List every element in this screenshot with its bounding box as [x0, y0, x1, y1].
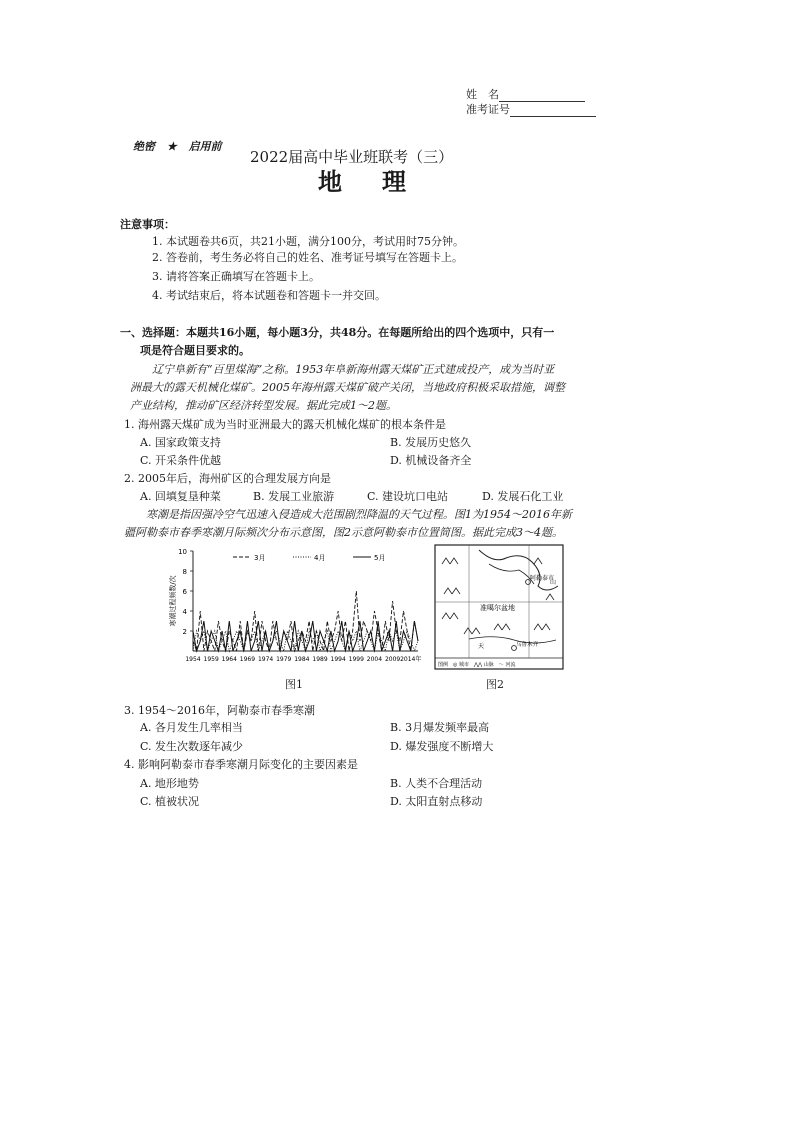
y-tick-label: 10: [178, 548, 187, 556]
section-heading-cont: 项是符合题目要求的。: [140, 344, 250, 357]
option-b: B. 人类不合理活动: [390, 777, 483, 790]
name-label: 姓 名: [466, 88, 499, 101]
y-tick-label: 4: [182, 608, 187, 616]
option-a: A. 回填复垦种菜: [140, 490, 221, 503]
exam-number-blank: [510, 106, 596, 117]
question-stem: 1. 海州露天煤矿成为当时亚洲最大的露天机械化煤矿的根本条件是: [124, 418, 446, 431]
question-stem: 3. 1954～2016年，阿勒泰市春季寒潮: [124, 704, 315, 717]
exam-number-label: 准考证号: [466, 103, 510, 116]
name-blank: [499, 91, 585, 102]
question-stem: 4. 影响阿勒泰市春季寒潮月际变化的主要因素是: [124, 758, 358, 771]
y-tick-label: 2: [182, 628, 187, 636]
option-b: B. 3月爆发频率最高: [390, 721, 490, 734]
option-d: D. 发展石化工业: [482, 490, 564, 503]
exam-title: 2022届高中毕业班联考（三）: [250, 148, 454, 166]
x-tick-label: 1979: [276, 656, 292, 663]
legend-label: 3月: [254, 554, 266, 562]
y-tick-label: 6: [182, 588, 187, 596]
secret-label: 绝密: [133, 140, 155, 153]
figure1-caption: 图1: [285, 678, 303, 691]
option-c: C. 建设坑口电站: [367, 490, 449, 503]
subject-title: 地理: [318, 167, 446, 196]
passage-line: 寒潮是指因强冷空气迅速入侵造成大范围剧烈降温的天气过程。图1为1954～2016年新: [146, 508, 572, 521]
option-c: C. 开采条件优越: [140, 454, 222, 467]
map-legend: 图例 ◎ 城市 ⋀⋀ 山脉 ～ 河流: [438, 662, 516, 668]
basin-label: 准噶尔盆地: [480, 604, 515, 612]
x-tick-label: 2014年: [400, 656, 422, 663]
confidential-stamp: [133, 138, 222, 154]
option-d: D. 爆发强度不断增大: [390, 740, 494, 753]
question-stem: 2. 2005年后，海州矿区的合理发展方向是: [124, 472, 331, 485]
option-c: C. 发生次数逐年减少: [140, 740, 244, 753]
exam-number-field: [466, 103, 596, 117]
option-a: A. 各月发生几率相当: [140, 721, 243, 734]
passage-line: 洲最大的露天机械化煤矿。2005年海州露天煤矿破产关闭，当地政府积极采取措施，调整: [130, 381, 565, 394]
star-icon: ★: [166, 140, 177, 153]
mountain-label: 山: [550, 579, 557, 586]
legend-label: 5月: [374, 554, 386, 562]
figure2-map: [434, 544, 564, 672]
x-tick-label: 1994: [330, 656, 346, 663]
legend-label: 4月: [314, 554, 326, 562]
passage-line: 产业结构，推动矿区经济转型发展。据此完成1～2题。: [130, 399, 397, 412]
notice-item: 2. 答卷前，考生务必将自己的姓名、准考证号填写在答题卡上。: [152, 251, 463, 264]
before-use-label: 启用前: [188, 140, 222, 153]
name-field: [466, 88, 585, 102]
x-tick-label: 1954: [185, 656, 201, 663]
x-tick-label: 1969: [239, 656, 256, 663]
section-heading: 一、选择题：本题共16小题，每小题3分，共48分。在每题所给出的四个选项中，只有一: [120, 326, 555, 339]
option-a: A. 国家政策支持: [140, 436, 221, 449]
option-d: D. 太阳直射点移动: [390, 795, 483, 808]
passage-line: 辽宁阜新有“百里煤海”之称。1953年阜新海州露天煤矿正式建成投产，成为当时亚: [152, 363, 555, 376]
x-tick-label: 1964: [221, 656, 237, 663]
y-tick-label: 8: [182, 568, 187, 576]
x-tick-label: 2009: [384, 656, 401, 663]
notice-item: 1. 本试题卷共6页，共21小题，满分100分，考试用时75分钟。: [152, 235, 464, 248]
x-tick-label: 1984: [294, 656, 310, 663]
figure2-caption: 图2: [486, 678, 504, 691]
notice-heading: 注意事项：: [120, 218, 175, 231]
option-b: B. 发展工业旅游: [253, 490, 335, 503]
option-c: C. 植被状况: [140, 795, 200, 808]
y-axis-label: 寒潮过程频数/次: [169, 575, 177, 627]
x-tick-label: 1974: [257, 656, 274, 663]
tian-label: 天: [478, 643, 485, 650]
x-tick-label: 1959: [203, 656, 219, 663]
x-tick-label: 1999: [348, 656, 364, 663]
figure1-chart: [165, 543, 430, 673]
passage-line: 疆阿勒泰市春季寒潮月际频次分布示意图，图2示意阿勒泰市位置简图。据此完成3～4题。: [124, 526, 563, 539]
option-d: D. 机械设备齐全: [390, 454, 472, 467]
city-label-urumqi: 乌鲁木齐: [516, 642, 539, 648]
notice-item: 4. 考试结束后，将本试题卷和答题卡一并交回。: [152, 289, 386, 302]
option-a: A. 地形地势: [140, 777, 199, 790]
x-tick-label: 1989: [312, 656, 328, 663]
x-tick-label: 2004: [366, 656, 383, 663]
city-label-altay: 阿勒泰市: [530, 575, 555, 582]
option-b: B. 发展历史悠久: [390, 436, 472, 449]
notice-item: 3. 请将答案正确填写在答题卡上。: [152, 270, 320, 283]
